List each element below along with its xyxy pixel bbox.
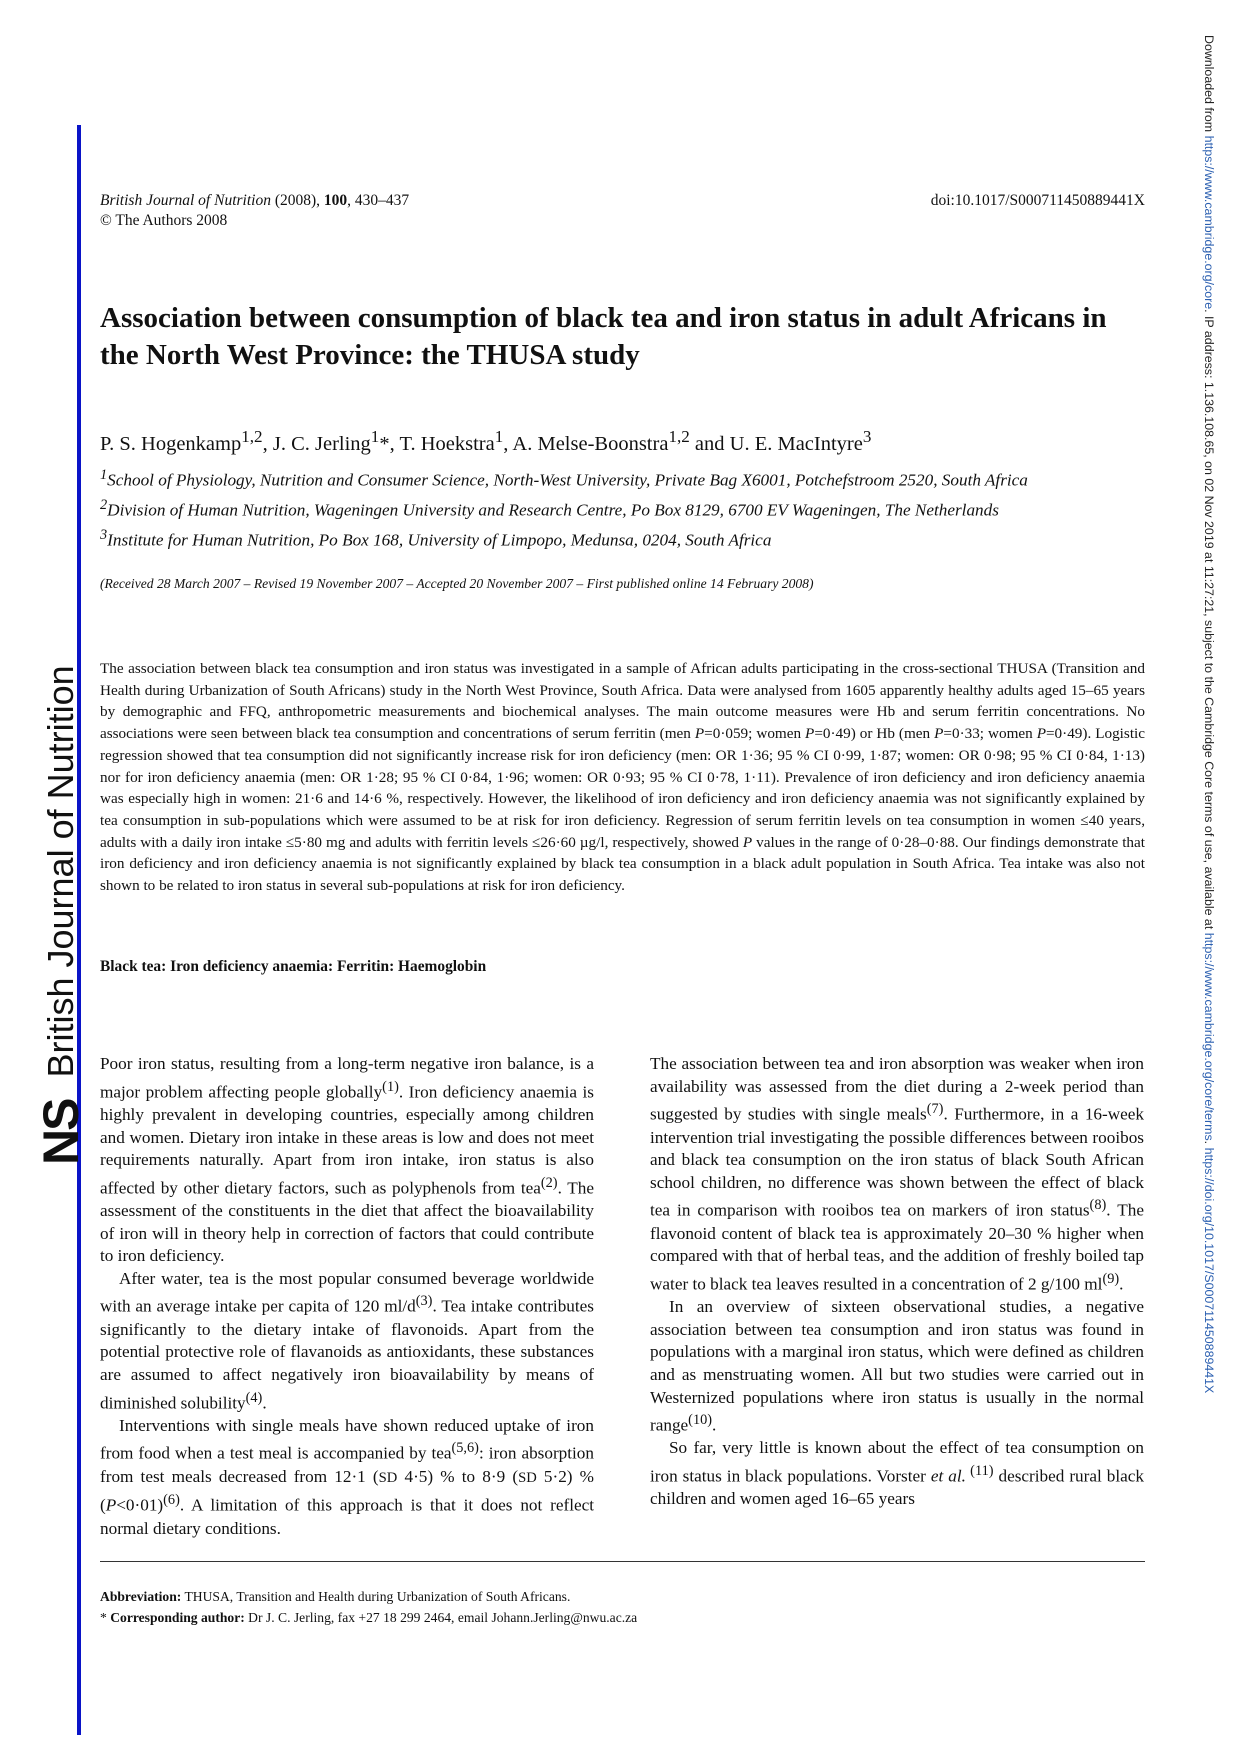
ns-logo: NS — [33, 1099, 89, 1165]
author: J. C. Jerling$^1$*, — [272, 427, 400, 455]
keywords: Black tea: Iron deficiency anaemia: Ferritin: Haemoglobin — [100, 958, 487, 975]
body-column-left — [100, 1053, 594, 1540]
author-list — [100, 424, 1145, 457]
author: T. Hoekstra$^1$, — [399, 427, 513, 455]
affiliation: $^3$Institute for Human Nutrition, Po Box 168, University of Limpopo, Medunsa, 0204, South Africa — [100, 527, 772, 551]
affiliations — [100, 463, 1145, 554]
paragraph: After water, tea is the most popular consumed beverage worldwide with an average intake per capita of 120 $ml/d^{(3)}$. Tea intake contributes significantly to the dietary intake of flavonoids. Apart from the potential protective role of flavanoids as antioxidants, these substances are assumed to affect negatively iron bioavailability by means of diminished solubility$^{(4)}$. — [100, 1268, 594, 1413]
journal-name-vertical: British Journal of Nutrition — [40, 665, 81, 1078]
received-dates: (Received 28 March 2007 – Revised 19 November 2007 – Accepted 20 November 2007 – First published online 14 February 2008) — [100, 576, 814, 591]
paragraph: The association between tea and iron absorption was weaker when iron availability was assessed from the diet during a 2-week period than suggested by studies with single meals$^{(7)}$. Furthermore, in a 16-week intervention trial investigating the possible differences between rooibos and black tea consumption on the iron status of black South African school children, no difference was shown between the effect of black tea in comparison with rooibos tea on markers of iron status$^{(8)}$. The flavonoid content of black tea is approximately 20–30 % higher when compared with that of herbal teas, and the addition of freshly boiled tap water to black tea leaves resulted in a concentration of 2 g/100 $ml^{(9)}$. — [650, 1054, 1145, 1294]
footnote-divider — [100, 1561, 1145, 1562]
copyright: © The Authors 2008 — [100, 212, 228, 229]
paragraph: So far, very little is known about the effect of tea consumption on iron status in black populations. Vorster et al. $^{(11)}$ described rural black children and women aged 16–65 years — [650, 1438, 1144, 1509]
affiliation: $^1$School of Physiology, Nutrition and Consumer Science, North-West University, Private Bag X6001, Potchefstroom 2520, South Africa — [100, 467, 1028, 490]
corresponding-author-note: * Corresponding author: Dr J. C. Jerling, fax +27 18 299 2464, email Johann.Jerling@nwu.ac.za — [100, 1610, 638, 1625]
terms-link[interactable]: https://www.cambridge.org/core/terms — [1202, 932, 1216, 1141]
paper-title: Association between consumption of black tea and iron status in adult Africans in the North West Province: the THUSA study — [100, 302, 1107, 371]
abstract: The association between black tea consumption and iron status was investigated in a sample of African adults participating in the cross-sectional THUSA (Transition and Health during Urbanization of South Africans) study in the North West Province, South Africa. Data were analysed from 1605 apparently healthy adults aged 15–65 years by demographic and FFQ, anthropometric measurements and biochemical analyses. The main outcome measures were Hb and serum ferritin concentrations. No associations were seen between black tea consumption and concentrations of serum ferritin (men P=0·059; women P=0·49) or Hb (men P=0·33; women P=0·49). Logistic regression showed that tea consumption did not significantly increase risk for iron deficiency (men: OR 1·36; 95 % CI 0·99, 1·87; women: OR 0·98; 95 % CI 0·84, 1·13) nor for iron deficiency anaemia (men: OR 1·28; 95 % CI 0·84, 1·96; women: OR 0·93; 95 % CI 0·78, 1·11). Prevalence of iron deficiency and iron deficiency anaemia was especially high in women: 21·6 and 14·6 %, respectively. However, the likelihood of iron deficiency and iron deficiency anaemia was not significantly explained by tea consumption in sub-populations which were assumed to be at risk for iron deficiency. Regression of serum ferritin levels on tea consumption in women ≤40 years, adults with a daily iron intake ≤5·80 mg and adults with ferritin levels ≤26·60 µg/l, respectively, showed P values in the range of 0·28–0·88. Our findings demonstrate that iron deficiency and iron deficiency anaemia is not significantly explained by black tea consumption in a black adult population in South Africa. Tea intake was also not shown to be related to iron status in several sub-populations at risk for iron deficiency. — [100, 660, 1145, 895]
author: A. Melse-Boonstra$^{1,2}$ and — [512, 427, 730, 455]
running-header — [100, 191, 1145, 231]
footnotes — [100, 1586, 1145, 1628]
doi: doi:10.1017/S000711450889441X — [930, 192, 1145, 209]
paragraph: In an overview of sixteen observational studies, a negative association between tea consumption and iron status was found in populations with a marginal iron status, which were defined as children and as menstruating women. All but two studies were carried out in Westernized populations where iron status is usually in the normal range$^{(10)}$. — [650, 1297, 1144, 1435]
author: U. E. MacIntyre$^3$ — [729, 427, 872, 455]
paragraph: Poor iron status, resulting from a long-term negative iron balance, is a major problem affecting people globally$^{(1)}$. Iron deficiency anaemia is highly prevalent in developing countries, especially among children and women. Dietary iron intake in these areas is low and does not meet requirements naturally. Apart from iron intake, iron status is also affected by other dietary factors, such as polyphenols from tea$^{(2)}$. The assessment of the constituents in the diet that affect the bioavailability of iron will in theory help in correction of factors that could contribute to iron deficiency. — [100, 1054, 594, 1266]
paragraph: Interventions with single meals have shown reduced uptake of iron from food when a test meal is accompanied by tea$^{(5,6)}$: iron absorption from test meals decreased from 12·1 (SD 4·5) % to 8·9 (SD 5·2) % (P<0·01)$^{(6)}$. A limitation of this approach is that it does not reflect normal dietary conditions. — [100, 1415, 595, 1538]
body-column-right — [650, 1053, 1144, 1511]
cambridge-core-link[interactable]: https://www.cambridge.org/core — [1202, 135, 1216, 310]
abbreviation-note: Abbreviation: THUSA, Transition and Health during Urbanization of South Africans. — [100, 1589, 571, 1604]
doi-link[interactable]: https://doi.org/10.1017/S000711450889441X — [1202, 1147, 1216, 1394]
affiliation: $^2$Division of Human Nutrition, Wageningen University and Research Centre, Po Box 8129, 6700 EV Wageningen, The Netherlands — [100, 497, 999, 520]
citation: British Journal of Nutrition (2008), 100, 430–437 — [100, 192, 410, 209]
author: P. S. Hogenkamp$^{1,2}$, — [100, 427, 273, 455]
